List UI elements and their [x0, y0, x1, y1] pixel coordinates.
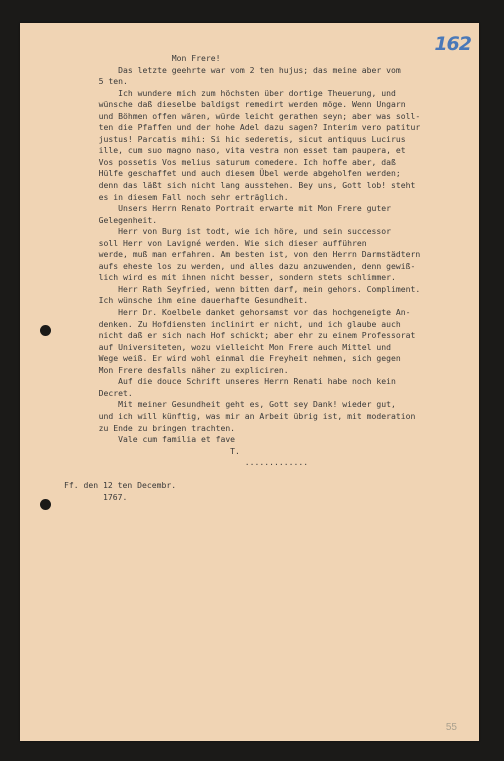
letter-line: denn das läßt sich nicht lang ausstehen. Bey uns, Gott lob! steht — [84, 180, 416, 191]
letter-line: wünsche daß dieselbe baldigst remedirt werden möge. Wenn Ungarn — [84, 99, 406, 110]
letter-line: Mon Frere! — [84, 53, 221, 63]
letter-line: Gelegenheit. — [84, 214, 158, 225]
letter-line: Ff. den 12 ten Decembr. — [64, 480, 177, 491]
punch-hole-lower — [40, 499, 51, 510]
archive-pencil-mark: 55 — [445, 722, 457, 733]
letter-line: 5 ten. — [84, 76, 128, 87]
letter-line: Mon Frere desfalls näher zu expliciren. — [84, 364, 289, 375]
letter-line: auf Universiteten, wozu vielleicht Mon Frere auch Mittel und — [84, 341, 391, 352]
letter-line: Das letzte geehrte war vom 2 ten hujus; das meine aber vom — [84, 64, 401, 75]
letter-line: nicht daß er sich nach Hof schickt; aber ehr zu einem Professorat — [84, 330, 416, 341]
letter-line: ............. — [84, 457, 309, 468]
letter-line: Ich wundere mich zum höchsten über dortige Theuerung, und — [84, 87, 396, 98]
letter-line: Herr von Burg ist todt, wie ich höre, und sein successor — [84, 226, 391, 237]
letter-line: es in diesem Fall noch sehr erträglich. — [84, 191, 289, 202]
letter-line: aufs eheste los zu werden, und alles dazu anzuwenden, denn gewiß- — [84, 260, 416, 271]
letter-line: Unsers Herrn Renato Portrait erwarte mit Mon Frere guter — [84, 203, 391, 214]
letter-line: werde, muß man erfahren. Am besten ist, von den Herrn Darmstädtern — [84, 249, 421, 260]
letter-line: lich wird es mit ihnen nicht besser, sondern stets schlimmer. — [84, 272, 396, 283]
letter-line: und Böhmen offen wären, würde leicht gerathen seyn; aber was soll- — [84, 110, 421, 121]
letter-line: ille, cum suo magno naso, vita vestra non esset tam paupera, et — [84, 145, 406, 156]
folio-number: 162 — [434, 33, 471, 55]
document-page — [20, 23, 479, 741]
letter-line: soll Herr von Lavigné werden. Wie sich dieser aufführen — [84, 237, 367, 248]
letter-line: Wege weiß. Er wird wohl einmal die Freyheit nehmen, sich gegen — [84, 353, 401, 364]
letter-line: Decret. — [84, 387, 133, 398]
letter-line: justus! Parcatis mihi: Si hic sederetis, sicut antiquus Lucirus — [84, 133, 406, 144]
letter-line: Herr Rath Seyfried, wenn bitten darf, mein gehors. Compliment. — [84, 283, 421, 294]
letter-line — [84, 469, 476, 481]
letter-line: 1767. — [64, 491, 128, 502]
letter-body — [64, 53, 476, 503]
letter-line: Vale cum familia et fave — [84, 434, 236, 445]
letter-line: Hülfe geschaffet und auch diesem Übel werde abgeholfen werden; — [84, 168, 401, 179]
punch-hole-upper — [40, 325, 51, 336]
letter-line: denken. Zu Hofdiensten inclinirt er nicht, und ich glaube auch — [84, 318, 401, 329]
letter-line: Ich wünsche ihm eine dauerhafte Gesundheit. — [84, 295, 309, 306]
letter-line: Auf die douce Schrift unseres Herrn Renati habe noch kein — [84, 376, 396, 387]
letter-line: ten die Pfaffen und der hohe Adel dazu sagen? Interim vero patitur — [84, 122, 421, 133]
letter-line: Vos possetis Vos melius saturum comedere. Ich hoffe aber, daß — [84, 156, 396, 167]
letter-line: zu Ende zu bringen trachten. — [84, 422, 236, 433]
letter-line: Mit meiner Gesundheit geht es, Gott sey Dank! wieder gut, — [84, 399, 396, 410]
letter-line: und ich will künftig, was mir an Arbeit übrig ist, mit moderation — [84, 410, 416, 421]
letter-line: Herr Dr. Koelbele danket gehorsamst vor das hochgeneigte An- — [84, 307, 411, 318]
letter-line: T. — [84, 445, 240, 456]
